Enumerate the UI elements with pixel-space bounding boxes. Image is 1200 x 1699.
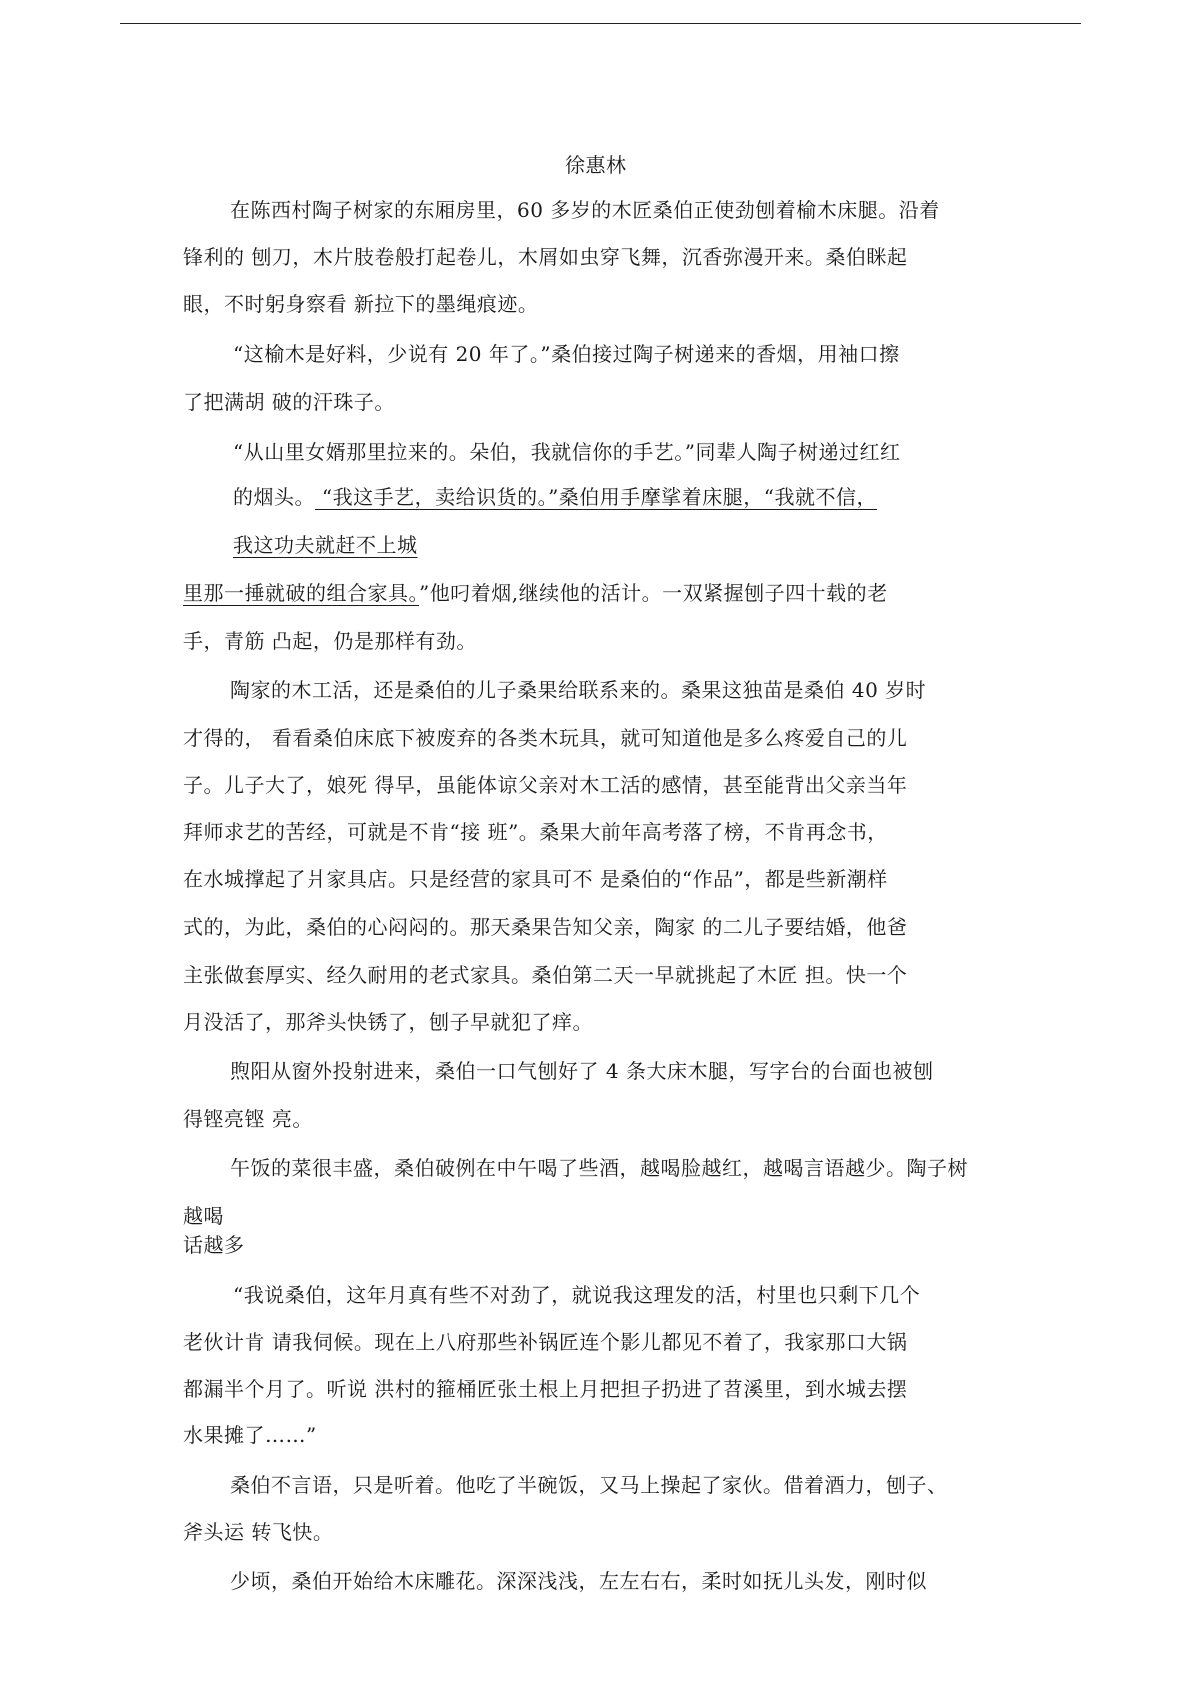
article-line xyxy=(183,772,907,798)
article-line xyxy=(183,628,477,654)
line-text: “这榆木是好料，少说有 20 年了。”桑伯接过陶子树递来的香烟，用袖口擦 xyxy=(233,342,900,366)
article-line xyxy=(183,819,888,845)
line-text: 老伙计肯 请我伺候。现在上八府那些补锅匠连个影儿都见不着了，我家那口大锅 xyxy=(183,1330,908,1354)
line-text: “从山里女婿那里拉来的。朵伯，我就信你的手艺。”同辈人陶子树递过红红 xyxy=(233,440,901,464)
article-line xyxy=(183,1329,907,1355)
article-line xyxy=(183,291,538,317)
line-text: 斧头运 转飞快。 xyxy=(183,1520,334,1544)
article-line xyxy=(183,1422,317,1448)
line-text: 拜师求艺的苦经，可就是不肯“接 班”。桑果大前年高考落了榜，不肯再念书， xyxy=(183,820,888,844)
line-text: 陶家的木工活，还是桑伯的儿子桑果给联系来的。桑果这独苗是桑伯 40 岁时 xyxy=(230,678,927,702)
article-line xyxy=(183,580,888,606)
line-text: 的烟头。 xyxy=(233,485,315,509)
article-line xyxy=(183,1232,245,1258)
line-text: 午饭的菜很丰盛，桑伯破例在中午喝了些酒，越喝脸越红，越喝言语越少。陶子树 xyxy=(230,1156,968,1180)
article-line xyxy=(183,1519,333,1545)
line-text: 话越多 xyxy=(183,1233,245,1257)
article-line xyxy=(230,197,940,223)
article-line xyxy=(183,1106,313,1132)
article-line xyxy=(230,677,926,703)
article-line xyxy=(233,532,418,558)
line-text: 得铿亮铿 亮。 xyxy=(183,1107,313,1131)
line-text: 月没活了，那斧头快锈了，刨子早就犯了痒。 xyxy=(183,1010,593,1034)
article-line xyxy=(230,1155,968,1181)
article-line xyxy=(230,1472,948,1498)
line-text: ”他叼着烟,继续他的活计。一双紧握刨子四十载的老 xyxy=(419,581,888,605)
article-line xyxy=(230,1058,933,1084)
line-text: 都漏半个月了。听说 洪村的箍桶匠张土根上月把担子扔进了苕溪里，到水城去摆 xyxy=(183,1377,908,1401)
article-line xyxy=(183,914,907,940)
line-text: 越喝 xyxy=(183,1204,224,1228)
article-line xyxy=(183,1203,224,1229)
article-line xyxy=(230,1568,927,1594)
article-line xyxy=(183,725,907,751)
line-text: 式的，为此，桑伯的心闷闷的。那天桑果告知父亲，陶家 的二儿子要结婚，他爸 xyxy=(183,915,908,939)
underlined-text: 我这功夫就赶不上城 xyxy=(233,533,418,557)
article-line xyxy=(233,341,900,367)
line-text: 水果摊了……” xyxy=(183,1423,317,1447)
underlined-text: 里那一捶就破的组合家具。 xyxy=(183,581,419,605)
author-line: 徐惠林 xyxy=(565,153,627,177)
article-line xyxy=(233,1282,920,1308)
line-text: 锋利的 刨刀，木片肢卷般打起卷儿，木屑如虫穿飞舞，沉香弥漫开来。桑伯眯起 xyxy=(183,245,908,269)
line-text: 眼，不时躬身察看 新拉下的墨绳痕迹。 xyxy=(183,292,539,316)
article-line xyxy=(183,962,907,988)
underlined-text: “我这手艺，卖给识货的。”桑伯用手摩挲着床腿，“我就不信， xyxy=(315,485,878,509)
line-text: 煦阳从窗外投射进来，桑伯一口气刨好了 4 条大床木腿，写字台的台面也被刨 xyxy=(230,1059,934,1083)
article-line xyxy=(183,244,907,270)
article-line xyxy=(183,1376,907,1402)
article-line xyxy=(183,866,888,892)
article-line xyxy=(183,389,395,415)
line-text: 子。儿子大了，娘死 得早，虽能体谅父亲对木工活的感情，甚至能背出父亲当年 xyxy=(183,773,908,797)
header-rule xyxy=(120,23,1081,24)
line-text: 在陈西村陶子树家的东厢房里，60 多岁的木匠桑伯正使劲刨着榆木床腿。沿着 xyxy=(230,198,940,222)
article-line xyxy=(233,439,900,465)
line-text: 桑伯不言语，只是听着。他吃了半碗饭，又马上操起了家伙。借着酒力，刨子、 xyxy=(230,1473,948,1497)
line-text: 才得的， 看看桑伯床底下被废弃的各类木玩具，就可知道他是多么疼爱自己的儿 xyxy=(183,726,908,750)
line-text: 在水城撑起了爿家具店。只是经营的家具可不 是桑伯的“作品”，都是些新潮样 xyxy=(183,867,888,891)
line-text: 少顷，桑伯开始给木床雕花。深深浅浅，左左右右，柔时如抚儿头发，刚时似 xyxy=(230,1569,927,1593)
line-text: 主张做套厚实、经久耐用的老式家具。桑伯第二天一早就挑起了木匠 担。快一个 xyxy=(183,963,908,987)
line-text: 手，青筋 凸起，仍是那样有劲。 xyxy=(183,629,477,653)
line-text: 了把满胡 破的汗珠子。 xyxy=(183,390,395,414)
article-line xyxy=(183,1009,593,1035)
line-text: “我说桑伯，这年月真有些不对劲了，就说我这理发的活，村里也只剩下几个 xyxy=(233,1283,921,1307)
article-line xyxy=(233,484,877,510)
